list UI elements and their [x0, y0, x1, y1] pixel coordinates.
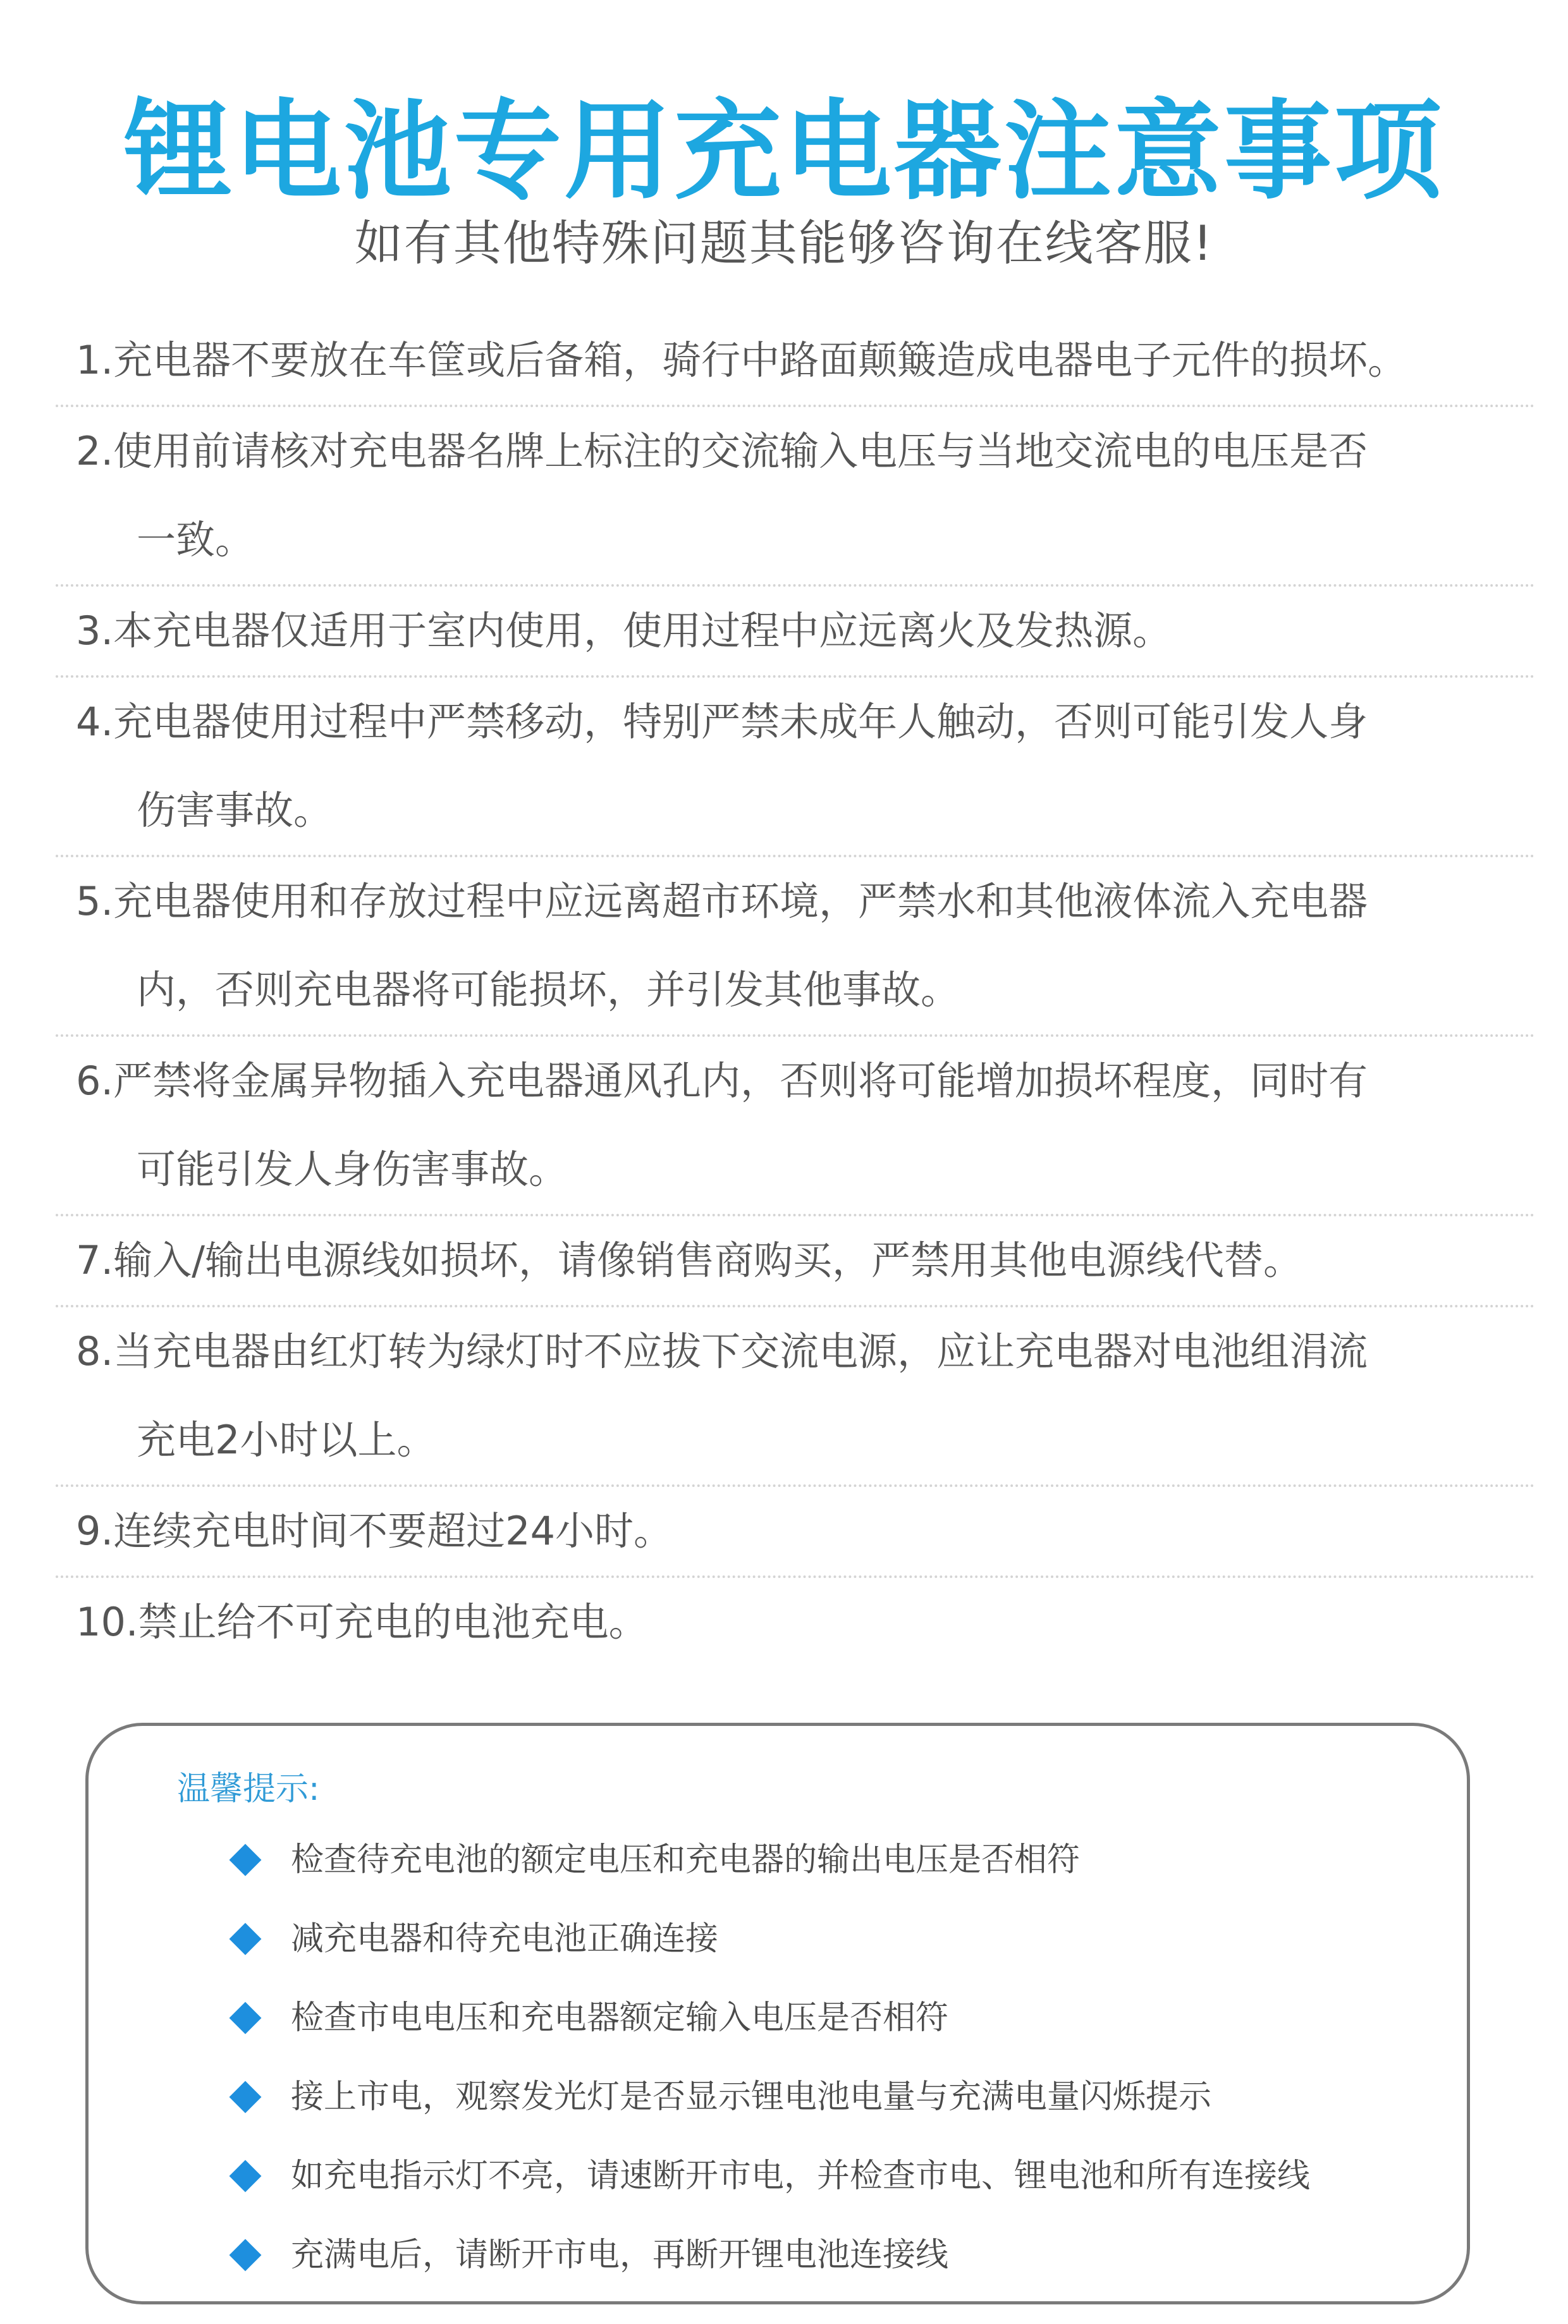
tips-title: 温馨提示: [177, 1770, 320, 1808]
note-text-continued: 伤害事故。 [137, 787, 333, 833]
note-item-2 [56, 407, 1535, 587]
note-number: 2. [76, 428, 114, 474]
note-text: 充电器使用过程中严禁移动，特别严禁未成年人触动，否则可能引发人身 [113, 699, 1368, 745]
note-text: 充电器不要放在车筐或后备箱，骑行中路面颠簸造成电器电子元件的损坏。 [113, 337, 1407, 383]
note-item-1 [56, 316, 1535, 407]
tips-list [234, 1821, 1435, 2295]
note-item-3 [56, 587, 1535, 678]
note-item-10 [56, 1578, 1535, 1667]
page-title: 锂电池专用充电器注意事项 [123, 89, 1444, 214]
page-subtitle: 如有其他特殊问题其能够咨询在线客服! [354, 215, 1214, 271]
note-text-continued: 一致。 [137, 517, 255, 563]
tip-item [234, 1900, 1435, 1979]
note-number: 5. [76, 878, 114, 924]
note-text: 充电器使用和存放过程中应远离超市环境，严禁水和其他液体流入充电器 [113, 878, 1368, 924]
note-text-continued: 内，否则充电器将可能损坏，并引发其他事故。 [137, 967, 960, 1013]
tip-item [234, 1821, 1435, 1900]
diamond-bullet-icon [230, 1923, 262, 1955]
diamond-bullet-icon [230, 2081, 262, 2113]
note-text: 输入/输出电源线如损坏，请像销售商购买，严禁用其他电源线代替。 [113, 1237, 1303, 1283]
diamond-bullet-icon [230, 2160, 262, 2193]
note-item-8 [56, 1307, 1535, 1487]
note-number: 6. [76, 1058, 114, 1104]
note-text-continued: 可能引发人身伤害事故。 [137, 1146, 568, 1192]
note-number: 7. [76, 1237, 114, 1283]
note-item-4 [56, 678, 1535, 857]
tip-item [234, 2137, 1435, 2216]
tips-box [85, 1723, 1470, 2304]
note-number: 1. [76, 337, 114, 383]
tip-item [234, 2216, 1435, 2295]
tip-item [234, 1979, 1435, 2058]
tip-text: 检查市电电压和充电器额定输入电压是否相符 [291, 1999, 949, 2037]
note-number: 9. [76, 1508, 114, 1554]
note-text: 当充电器由红灯转为绿灯时不应拔下交流电源，应让充电器对电池组涓流 [113, 1328, 1368, 1374]
tip-text: 接上市电，观察发光灯是否显示锂电池电量与充满电量闪烁提示 [291, 2078, 1212, 2116]
diamond-bullet-icon [230, 2239, 262, 2272]
note-text-continued: 充电2小时以上。 [137, 1417, 436, 1463]
tip-text: 如充电指示灯不亮，请速断开市电，并检查市电、锂电池和所有连接线 [291, 2157, 1311, 2195]
note-text: 禁止给不可充电的电池充电。 [138, 1599, 648, 1645]
note-text: 连续充电时间不要超过24小时。 [113, 1508, 673, 1554]
note-item-9 [56, 1487, 1535, 1578]
tip-text: 充满电后，请断开市电，再断开锂电池连接线 [291, 2236, 949, 2274]
tip-text: 减充电器和待充电池正确连接 [291, 1920, 719, 1958]
note-number: 10. [76, 1599, 138, 1645]
note-text: 严禁将金属异物插入充电器通风孔内，否则将可能增加损坏程度，同时有 [113, 1058, 1368, 1104]
note-text: 使用前请核对充电器名牌上标注的交流输入电压与当地交流电的电压是否 [113, 428, 1368, 474]
note-text: 本充电器仅适用于室内使用，使用过程中应远离火及发热源。 [113, 608, 1172, 654]
notes-list [56, 316, 1535, 1667]
tip-item [234, 2058, 1435, 2137]
note-item-6 [56, 1037, 1535, 1216]
diamond-bullet-icon [230, 2002, 262, 2034]
note-number: 3. [76, 608, 114, 654]
tip-text: 检查待充电池的额定电压和充电器的输出电压是否相符 [291, 1841, 1081, 1879]
note-number: 8. [76, 1328, 114, 1374]
diamond-bullet-icon [230, 1844, 262, 1876]
note-item-7 [56, 1216, 1535, 1307]
note-item-5 [56, 857, 1535, 1037]
note-number: 4. [76, 699, 114, 745]
